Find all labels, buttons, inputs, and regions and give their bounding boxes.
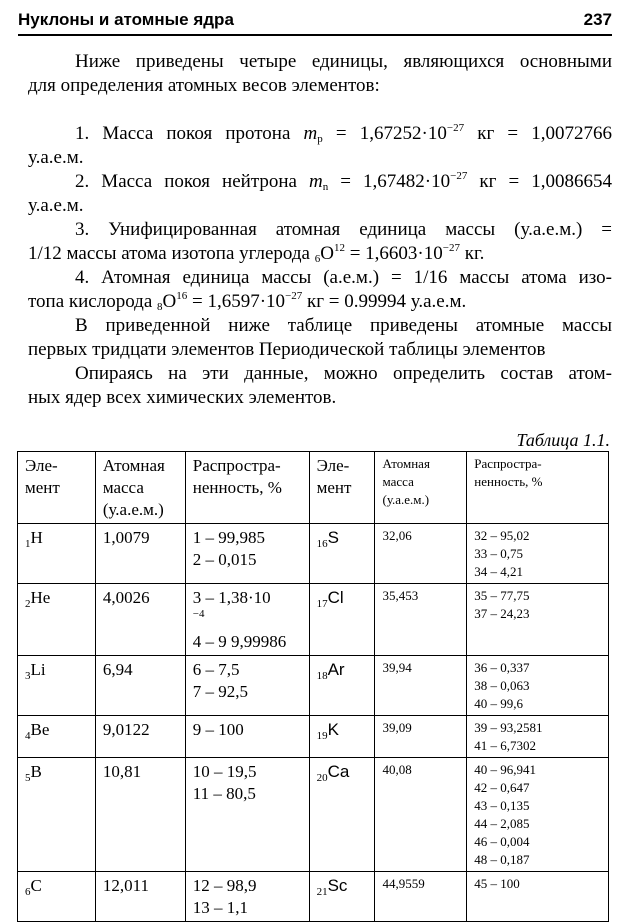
atomic-number: 17 (316, 598, 328, 610)
element-cell (309, 656, 375, 716)
para3-line: Опираясь на эти данные, можно определить состав атом- (75, 363, 612, 384)
element-symbol: He (30, 588, 51, 607)
table-row (18, 716, 609, 758)
mass-cell: 9,0122 (95, 716, 185, 758)
header-element-2: Эле- мент (309, 452, 375, 524)
abundance-cell: 9 – 100 (185, 716, 309, 758)
element-symbol: Ar (327, 660, 345, 679)
element-symbol: Li (30, 660, 46, 679)
para2-line: В приведенной ниже таблице приведены атомные массы (75, 315, 612, 336)
page-number: 237 (583, 10, 612, 29)
intro-line: для определения атомных весов элементов: (28, 75, 380, 96)
unit-item-1-unit: у.а.е.м. (28, 147, 84, 168)
mass-cell: 12,011 (95, 872, 185, 922)
element-cell (18, 524, 96, 584)
atomic-number: 5 (25, 772, 31, 784)
abundance-cell-2: 45 – 100 (467, 872, 609, 922)
mass-cell-2: 40,08 (375, 758, 467, 872)
atomic-number: 3 (25, 670, 31, 682)
table-row (18, 524, 609, 584)
atomic-number: 19 (316, 730, 328, 742)
atomic-number: 4 (25, 730, 31, 742)
table-row (18, 584, 609, 656)
abundance-cell-2: 35 – 77,75 37 – 24,23 (467, 584, 609, 656)
table-row (18, 872, 609, 922)
abundance-cell: 1 – 99,985 2 – 0,015 (185, 524, 309, 584)
element-cell (309, 872, 375, 922)
element-cell (18, 872, 96, 922)
header-mass-2: Атомная масса (у.а.е.м.) (375, 452, 467, 524)
mass-cell: 10,81 (95, 758, 185, 872)
mass-cell: 4,0026 (95, 584, 185, 656)
mass-cell-2: 39,09 (375, 716, 467, 758)
atomic-number: 20 (316, 772, 328, 784)
element-symbol: Cl (327, 588, 344, 607)
unit-item-3-formula: 1/12 массы атома изотопа углерода $_6O^{12} = 1,6603\cdot 10^{-27}$ кг. (28, 242, 485, 265)
abundance-cell-2: 36 – 0,337 38 – 0,063 40 – 99,6 (467, 656, 609, 716)
table-header-row (18, 452, 609, 524)
unit-item-1: 1. Масса покоя протона $m_p = 1,67252\cdot 10^{-27}$ кг = 1,0072766 (75, 122, 612, 145)
mass-cell-2: 44,9559 (375, 872, 467, 922)
atomic-mass-table (17, 451, 609, 922)
element-symbol: C (30, 876, 42, 895)
para3-line: ных ядер всех химических элементов. (28, 387, 337, 408)
header-abundance: Распростра- ненность, % (185, 452, 309, 524)
element-cell (18, 716, 96, 758)
element-symbol: Be (30, 720, 50, 739)
element-symbol: B (30, 762, 42, 781)
abundance-cell: 3 – 1,38·10 $^{-4}$ 4 – 9 9,99986 (185, 584, 309, 656)
intro-paragraph (28, 50, 612, 98)
element-cell (18, 584, 96, 656)
mass-cell: 6,94 (95, 656, 185, 716)
atomic-number: 1 (25, 538, 31, 550)
abundance-cell: 6 – 7,5 7 – 92,5 (185, 656, 309, 716)
mass-cell-2: 35,453 (375, 584, 467, 656)
header-mass: Атомная масса (у.а.е.м.) (95, 452, 185, 524)
abundance-cell-2: 32 – 95,02 33 – 0,75 34 – 4,21 (467, 524, 609, 584)
element-symbol: H (30, 528, 43, 547)
atomic-number: 21 (316, 886, 328, 898)
unit-item-4-formula: топа кислорода $_8O^{16} = 1,6597\cdot 10^{-27}$ кг = 0.99994 у.а.е.м. (28, 290, 467, 313)
header-element: Эле- мент (18, 452, 96, 524)
atomic-number: 18 (316, 670, 328, 682)
element-symbol: K (327, 720, 339, 739)
abundance-cell-2: 40 – 96,941 42 – 0,647 43 – 0,135 44 – 2,085 46 – 0,004 48 – 0,187 (467, 758, 609, 872)
units-list (28, 122, 612, 410)
running-title: Нуклоны и атомные ядра (18, 10, 234, 29)
element-symbol: Ca (327, 762, 350, 781)
mass-cell: 1,0079 (95, 524, 185, 584)
abundance-cell-2: 39 – 93,2581 41 – 6,7302 (467, 716, 609, 758)
intro-line: Ниже приведены четыре единицы, являющихся основными (75, 51, 612, 72)
mass-cell-2: 32,06 (375, 524, 467, 584)
element-symbol: Sc (327, 876, 348, 895)
unit-item-3: 3. Унифицированная атомная единица массы (у.а.е.м.) = (75, 219, 612, 240)
atomic-number: 2 (25, 598, 31, 610)
unit-item-2: 2. Масса покоя нейтрона $m_n = 1,67482\cdot 10^{-27}$ кг = 1,0086654 (75, 170, 612, 193)
para2-line: первых тридцати элементов Периодической таблицы элементов (28, 339, 546, 360)
page-header (18, 8, 612, 36)
abundance-cell: 12 – 98,9 13 – 1,1 (185, 872, 309, 922)
unit-item-2-unit: у.а.е.м. (28, 195, 84, 216)
mass-cell-2: 39,94 (375, 656, 467, 716)
table-row (18, 758, 609, 872)
element-cell (309, 716, 375, 758)
table-caption: Таблица 1.1. (516, 430, 610, 450)
unit-item-4: 4. Атомная единица массы (а.е.м.) = 1/16 массы атома изо- (75, 267, 612, 288)
abundance-cell: 10 – 19,5 11 – 80,5 (185, 758, 309, 872)
element-cell (18, 758, 96, 872)
atomic-number: 16 (316, 538, 328, 550)
header-abundance-2: Распростра- ненность, % (467, 452, 609, 524)
element-cell (18, 656, 96, 716)
element-cell (309, 758, 375, 872)
element-cell (309, 584, 375, 656)
element-symbol: S (327, 528, 339, 547)
atomic-number: 6 (25, 886, 31, 898)
table-row (18, 656, 609, 716)
element-cell (309, 524, 375, 584)
